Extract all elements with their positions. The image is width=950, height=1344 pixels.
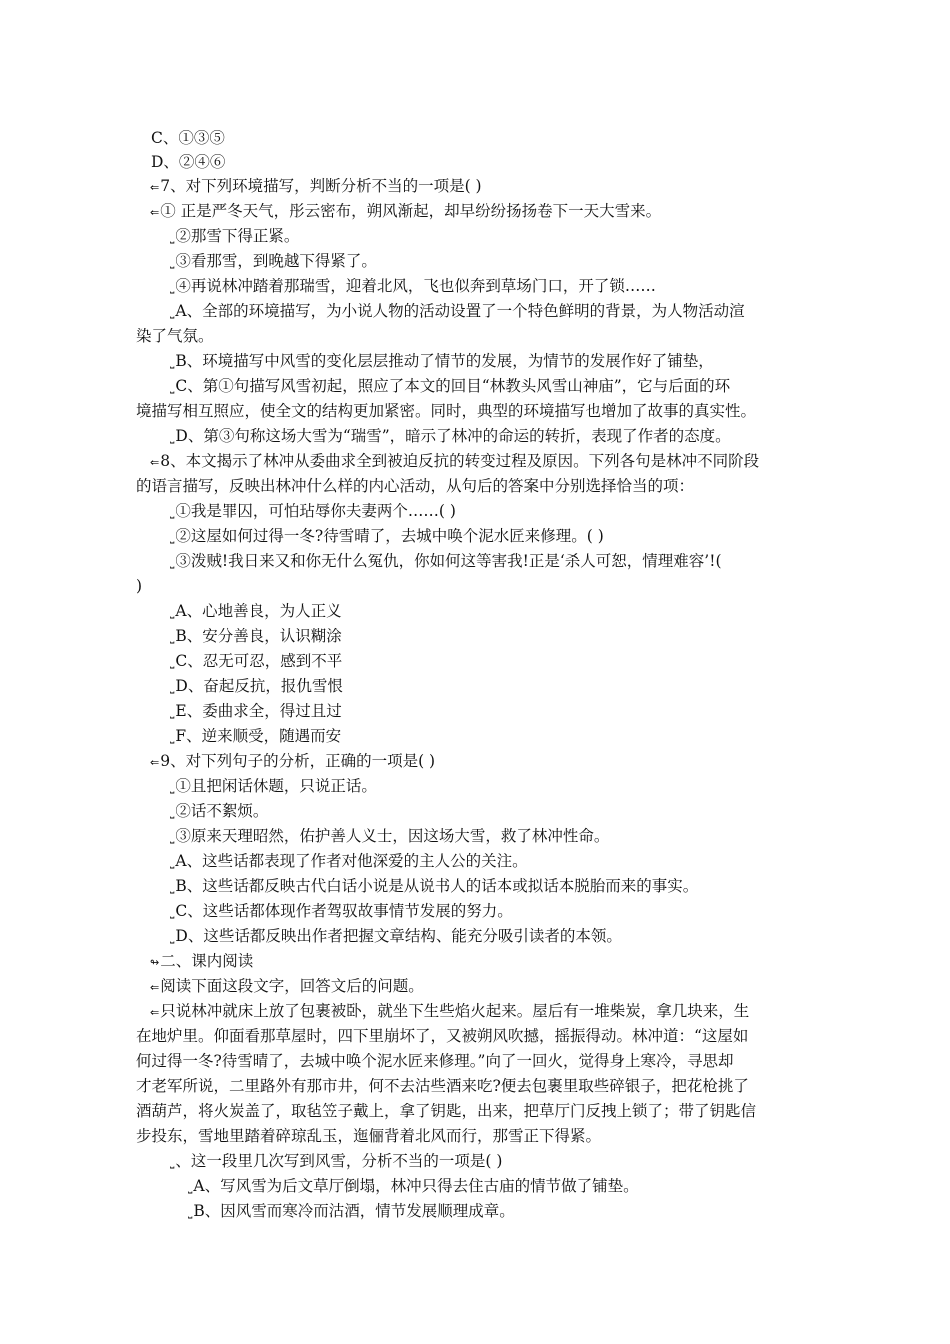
text-line	[135, 474, 694, 500]
line-text: 7、对下列环境描写，判断分析不当的一项是( )	[160, 177, 482, 195]
line-text: F、逆来顺受，随遇而安	[175, 727, 342, 745]
text-line	[188, 1174, 639, 1200]
line-text: C、忍无可忍，感到不平	[175, 652, 343, 670]
paragraph-mark-icon: ⎵	[170, 506, 175, 519]
line-text: 、这一段里几次写到风雪，分析不当的一项是( )	[175, 1152, 503, 1170]
text-line	[135, 574, 142, 600]
line-text: ① 正是严冬天气，彤云密布，朔风渐起，却早纷纷扬扬卷下一天大雪来。	[160, 202, 662, 220]
line-text: ②话不絮烦。	[175, 802, 269, 820]
line-text: ①且把闲话休题，只说正话。	[175, 777, 377, 795]
paragraph-mark-icon: ⎵	[170, 556, 175, 569]
paragraph-mark-icon: ⎵	[170, 831, 175, 844]
paragraph-mark-icon: ⎵	[170, 1156, 175, 1169]
line-text: ③原来天理昭然，佑护善人义士，因这场大雪，救了林冲性命。	[175, 827, 610, 845]
paragraph-mark-icon: ⎵	[170, 356, 175, 369]
line-text: B、因风雪而寒冷而沽酒，情节发展顺理成章。	[193, 1202, 515, 1220]
paragraph-mark-icon: ⎵	[188, 1206, 193, 1219]
text-line	[135, 1099, 756, 1125]
paragraph-mark-icon: ⇐	[150, 756, 160, 769]
line-text: B、这些话都反映古代白话小说是从说书人的话本或拟话本脱胎而来的事实。	[175, 877, 699, 895]
text-line	[135, 1024, 748, 1050]
paragraph-mark-icon: ⇐	[150, 981, 160, 994]
paragraph-mark-icon: ⎵	[170, 531, 175, 544]
line-text: A、写风雪为后文草厅倒塌，林冲只得去住古庙的情节做了铺垫。	[193, 1177, 639, 1195]
paragraph-mark-icon: ⎵	[170, 906, 175, 919]
paragraph-mark-icon: ⇐	[150, 206, 160, 219]
line-text: C、这些话都体现作者驾驭故事情节发展的努力。	[175, 902, 513, 920]
text-line	[170, 599, 342, 625]
text-line	[150, 174, 482, 200]
text-line	[135, 324, 214, 350]
line-text: 境描写相互照应，使全文的结构更加紧密。同时，典型的环境描写也增加了故事的真实性。	[136, 402, 757, 420]
line-text: ②这屋如何过得一冬?待雪晴了，去城中唤个泥水匠来修理。( )	[175, 527, 604, 545]
line-text: ③泼贼!我日来又和你无什么冤仇，你如何这等害我!正是‘杀人可恕，情理难容’!(	[175, 552, 722, 570]
paragraph-mark-icon: ⎵	[170, 731, 175, 744]
text-line	[170, 499, 456, 525]
text-line	[150, 449, 759, 475]
line-text: D、②④⑥	[151, 153, 226, 171]
line-text: A、这些话都表现了作者对他深爱的主人公的关注。	[175, 852, 528, 870]
line-text: 的语言描写，反映出林冲什么样的内心活动，从句后的答案中分别选择恰当的项：	[136, 477, 695, 495]
line-text: B、安分善良，认识糊涂	[175, 627, 342, 645]
paragraph-mark-icon: ⎵	[170, 806, 175, 819]
line-text: 在地炉里。仰面看那草屋时，四下里崩坏了，又被朔风吹撼，摇振得动。林冲道：“这屋如	[136, 1027, 749, 1045]
text-line	[135, 1074, 749, 1100]
paragraph-mark-icon: ⎵	[170, 431, 175, 444]
paragraph-mark-icon: ⎵	[170, 381, 175, 394]
text-line	[135, 399, 756, 425]
text-line	[170, 674, 343, 700]
paragraph-mark-icon: ⎵	[170, 231, 175, 244]
paragraph-mark-icon: ⎵	[170, 656, 175, 669]
line-text: 阅读下面这段文字，回答文后的问题。	[160, 977, 424, 995]
text-line	[170, 774, 377, 800]
text-line	[135, 1124, 601, 1150]
text-line	[170, 274, 656, 300]
line-text: 步投东，雪地里踏着碎琼乱玉，迤俪背着北风而行，那雪正下得紧。	[136, 1127, 602, 1145]
paragraph-mark-icon: ⎵	[170, 931, 175, 944]
paragraph-mark-icon: ⎵	[170, 281, 175, 294]
line-text: B、环境描写中风雪的变化层层推动了情节的发展，为情节的发展作好了铺垫，	[175, 352, 714, 370]
text-line	[150, 199, 661, 225]
paragraph-mark-icon: ⎵	[170, 681, 175, 694]
text-line	[150, 974, 424, 1000]
text-line	[170, 874, 698, 900]
paragraph-mark-icon: ⎵	[170, 781, 175, 794]
text-line	[170, 549, 722, 575]
paragraph-mark-icon: ⎵	[170, 256, 175, 269]
line-text: D、这些话都反映出作者把握文章结构、能充分吸引读者的本领。	[175, 927, 622, 945]
line-text: )	[136, 577, 143, 595]
paragraph-mark-icon: ⎵	[170, 606, 175, 619]
line-text: D、第③句称这场大雪为“瑞雪”，暗示了林冲的命运的转折，表现了作者的态度。	[175, 427, 731, 445]
text-line	[170, 899, 513, 925]
line-text: E、委曲求全，得过且过	[175, 702, 342, 720]
line-text: 才老军所说，二里路外有那市井，何不去沽些酒来吃?便去包裹里取些碎银子，把花枪挑了	[136, 1077, 749, 1095]
text-line	[170, 799, 268, 825]
text-line	[170, 1149, 502, 1175]
line-text: D、奋起反抗，报仇雪恨	[175, 677, 343, 695]
paragraph-mark-icon: ⎵	[188, 1181, 193, 1194]
text-line	[170, 224, 299, 250]
text-line	[170, 349, 714, 375]
paragraph-mark-icon: ⎵	[170, 881, 175, 894]
line-text: 8、本文揭示了林冲从委曲求全到被迫反抗的转变过程及原因。下列各句是林冲不同阶段	[160, 452, 760, 470]
paragraph-mark-icon: ⇐	[150, 1006, 160, 1019]
line-text: ①我是罪囚，可怕玷辱你夫妻两个……( )	[175, 502, 456, 520]
text-line	[135, 1049, 734, 1075]
text-line	[170, 249, 377, 275]
line-text: A、心地善良，为人正义	[175, 602, 342, 620]
text-line	[150, 749, 435, 775]
text-line	[170, 824, 609, 850]
text-line	[170, 374, 730, 400]
text-line	[150, 150, 225, 176]
text-line	[170, 849, 528, 875]
line-text: C、①③⑤	[151, 129, 225, 147]
section-heading	[150, 949, 253, 975]
text-line	[170, 524, 604, 550]
line-text: 何过得一冬?待雪晴了，去城中唤个泥水匠来修理。”向了一回火，觉得身上寒冷，寻思却	[136, 1052, 734, 1070]
text-line	[150, 126, 225, 152]
line-text: 9、对下列句子的分析，正确的一项是( )	[160, 752, 436, 770]
paragraph-mark-icon: ⎵	[170, 856, 175, 869]
line-text: A、全部的环境描写，为小说人物的活动设置了一个特色鲜明的背景，为人物活动渲	[175, 302, 745, 320]
line-text: 二、课内阅读	[160, 952, 254, 970]
paragraph-mark-icon: ⇐	[150, 456, 160, 469]
paragraph-mark-icon: ⇐	[150, 181, 160, 194]
line-text: 只说林冲就床上放了包裹被卧，就坐下生些焰火起来。屋后有一堆柴炭，拿几块来，生	[160, 1002, 750, 1020]
text-line	[188, 1199, 515, 1225]
paragraph-mark-icon: ⎵	[170, 706, 175, 719]
paragraph-mark-icon: ⎵	[170, 631, 175, 644]
text-line	[170, 924, 622, 950]
text-line	[170, 424, 731, 450]
paragraph-mark-icon: ⎵	[170, 306, 175, 319]
line-text: 酒葫芦，将火炭盖了，取毡笠子戴上，拿了钥匙，出来，把草厅门反拽上锁了；带了钥匙信	[136, 1102, 757, 1120]
text-line	[170, 624, 342, 650]
text-line	[170, 699, 342, 725]
line-text: ③看那雪，到晚越下得紧了。	[175, 252, 377, 270]
line-text: C、第①句描写风雪初起，照应了本文的回目“林教头风雪山神庙”，它与后面的环	[175, 377, 731, 395]
text-line	[170, 299, 745, 325]
text-line	[150, 999, 749, 1025]
line-text: ②那雪下得正紧。	[175, 227, 300, 245]
line-text: 染了气氛。	[136, 327, 214, 345]
text-line	[170, 649, 342, 675]
line-text: ④再说林冲踏着那瑞雪，迎着北风，飞也似奔到草场门口，开了锁……	[175, 277, 656, 295]
text-line	[170, 724, 341, 750]
arrow-icon: ↬	[150, 956, 160, 969]
